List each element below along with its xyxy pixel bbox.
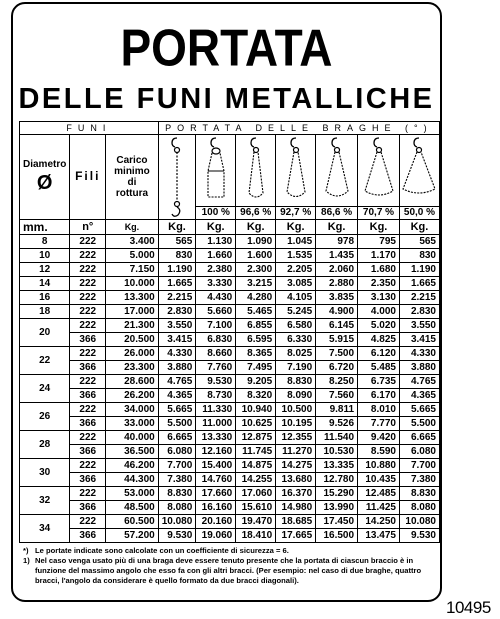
capacity-cell: 9.526 xyxy=(316,417,358,431)
capacity-cell: 6.665 xyxy=(399,431,439,445)
percentage-cell: 70,7 % xyxy=(358,206,400,219)
breaking-load-cell: 57.200 xyxy=(106,529,159,543)
capacity-cell: 9.530 xyxy=(158,529,196,543)
kg-unit: Kg. xyxy=(316,220,358,235)
breaking-load-cell: 46.200 xyxy=(106,459,159,473)
capacity-cell: 16.500 xyxy=(316,529,358,543)
capacity-cell: 6.145 xyxy=(316,319,358,333)
capacity-cell: 5.020 xyxy=(358,319,400,333)
basket-sling-narrow-icon xyxy=(241,135,271,205)
capacity-cell: 3.550 xyxy=(158,319,196,333)
breaking-load-cell: 44.300 xyxy=(106,473,159,487)
table-row xyxy=(20,515,440,529)
wires-cell: 222 xyxy=(70,487,106,501)
table-row xyxy=(20,529,440,543)
capacity-cell: 1.190 xyxy=(399,263,439,277)
diameter-label: Diametro xyxy=(23,159,67,170)
capacity-cell: 4.000 xyxy=(358,305,400,319)
table-row xyxy=(20,249,440,263)
capacity-cell: 8.080 xyxy=(158,501,196,515)
capacity-cell: 18.685 xyxy=(276,515,316,529)
capacity-cell: 1.190 xyxy=(158,263,196,277)
wires-cell: 222 xyxy=(70,403,106,417)
capacity-cell: 18.410 xyxy=(236,529,276,543)
capacity-cell: 2.300 xyxy=(236,263,276,277)
capacity-cell: 10.625 xyxy=(236,417,276,431)
capacity-cell: 11.330 xyxy=(196,403,236,417)
wires-cell: 366 xyxy=(70,501,106,515)
breaking-load-cell: 48.500 xyxy=(106,501,159,515)
percentage-cell: 92,7 % xyxy=(276,206,316,219)
table-row xyxy=(20,277,440,291)
capacity-cell: 4.365 xyxy=(399,389,439,403)
capacity-cell: 8.590 xyxy=(358,445,400,459)
capacity-cell: 17.665 xyxy=(276,529,316,543)
capacity-cell: 4.330 xyxy=(399,347,439,361)
diameter-cell: 8 xyxy=(20,235,70,249)
sling-cell-3 xyxy=(236,135,276,207)
kg-unit: Kg. xyxy=(399,220,439,235)
capacity-cell: 9.530 xyxy=(196,375,236,389)
capacity-cell: 830 xyxy=(158,249,196,263)
diameter-cell: 28 xyxy=(20,431,70,459)
capacity-cell: 2.830 xyxy=(158,305,196,319)
capacity-cell: 5.665 xyxy=(399,403,439,417)
capacity-cell: 3.835 xyxy=(316,291,358,305)
breaking-load-line1: Carico xyxy=(116,155,148,166)
capacity-cell: 13.680 xyxy=(276,473,316,487)
breaking-load-cell: 33.000 xyxy=(106,417,159,431)
wires-cell: 366 xyxy=(70,445,106,459)
wires-unit: n° xyxy=(70,220,106,235)
percentage-cell: 86,6 % xyxy=(316,206,358,219)
unit-row xyxy=(20,220,440,235)
capacity-cell: 3.880 xyxy=(158,361,196,375)
footnote-text: Nel caso venga usato più di una braga deve essere tenuto presente che la portata di ciascun braccio è in funzione del massimo angolo che esso fa con gli altri bracci. (Per esempio: nel caso di due braghe, quattro bracci, l'angolo da considerare è quello formato da due bracci diagonali). xyxy=(35,556,422,585)
breaking-load-cell: 26.000 xyxy=(106,347,159,361)
capacity-cell: 10.080 xyxy=(399,515,439,529)
wires-cell: 222 xyxy=(70,235,106,249)
breaking-load-unit: Kg. xyxy=(106,220,159,235)
capacity-cell: 4.280 xyxy=(236,291,276,305)
wires-cell: 222 xyxy=(70,459,106,473)
capacity-cell: 9.530 xyxy=(399,529,439,543)
capacity-cell: 6.170 xyxy=(358,389,400,403)
capacity-cell: 5.245 xyxy=(276,305,316,319)
capacity-cell: 19.470 xyxy=(236,515,276,529)
wires-cell: 222 xyxy=(70,431,106,445)
wires-cell: 366 xyxy=(70,389,106,403)
sling-cell-5 xyxy=(316,135,358,207)
capacity-cell: 14.275 xyxy=(276,459,316,473)
kg-unit: Kg. xyxy=(236,220,276,235)
diameter-cell: 14 xyxy=(20,277,70,291)
capacity-cell: 7.380 xyxy=(399,473,439,487)
capacity-cell: 4.430 xyxy=(196,291,236,305)
capacity-cell: 8.660 xyxy=(196,347,236,361)
capacity-cell: 13.475 xyxy=(358,529,400,543)
capacity-cell: 2.350 xyxy=(358,277,400,291)
diameter-cell: 22 xyxy=(20,347,70,375)
percentage-cell: 50,0 % xyxy=(399,206,439,219)
icon-header-row xyxy=(20,135,440,207)
basket-sling-icon xyxy=(281,135,311,205)
diameter-cell: 30 xyxy=(20,459,70,487)
capacity-cell: 2.215 xyxy=(158,291,196,305)
capacity-cell: 11.540 xyxy=(316,431,358,445)
capacity-cell: 11.270 xyxy=(276,445,316,459)
capacity-cell: 4.825 xyxy=(358,333,400,347)
breaking-load-cell: 26.200 xyxy=(106,389,159,403)
capacity-cell: 11.425 xyxy=(358,501,400,515)
capacity-cell: 4.765 xyxy=(158,375,196,389)
triangle-sling-icon xyxy=(321,135,353,205)
capacity-cell: 10.500 xyxy=(276,403,316,417)
capacity-cell: 19.060 xyxy=(196,529,236,543)
capacity-cell: 16.370 xyxy=(276,487,316,501)
diameter-cell: 20 xyxy=(20,319,70,347)
capacity-cell: 2.215 xyxy=(399,291,439,305)
capacity-cell: 4.330 xyxy=(158,347,196,361)
capacity-cell: 3.330 xyxy=(196,277,236,291)
capacity-cell: 1.600 xyxy=(236,249,276,263)
wires-label: Fili xyxy=(75,169,101,183)
capacity-cell: 10.195 xyxy=(276,417,316,431)
table-row xyxy=(20,375,440,389)
breaking-load-cell: 13.300 xyxy=(106,291,159,305)
capacity-cell: 13.990 xyxy=(316,501,358,515)
sling-cell-6 xyxy=(358,135,400,207)
single-leg-sling-icon xyxy=(167,135,187,219)
table-row xyxy=(20,347,440,361)
capacity-cell: 7.700 xyxy=(158,459,196,473)
sling-cell-1 xyxy=(158,135,196,220)
capacity-cell: 978 xyxy=(316,235,358,249)
capacity-cell: 14.250 xyxy=(358,515,400,529)
section-portata: PORTATA DELLE BRAGHE (°) xyxy=(158,122,439,135)
page-subtitle: DELLE FUNI METALLICHE xyxy=(18,83,435,115)
capacity-cell: 1.045 xyxy=(276,235,316,249)
capacity-cell: 6.735 xyxy=(358,375,400,389)
breaking-load-line3: di xyxy=(127,177,137,188)
capacity-cell: 2.380 xyxy=(196,263,236,277)
wires-cell: 222 xyxy=(70,249,106,263)
capacity-cell: 17.660 xyxy=(196,487,236,501)
capacity-cell: 5.915 xyxy=(316,333,358,347)
table-row xyxy=(20,459,440,473)
capacity-cell: 10.435 xyxy=(358,473,400,487)
capacity-cell: 565 xyxy=(399,235,439,249)
capacity-cell: 565 xyxy=(158,235,196,249)
diameter-cell: 10 xyxy=(20,249,70,263)
capacity-cell: 11.745 xyxy=(236,445,276,459)
diameter-cell: 12 xyxy=(20,263,70,277)
breaking-load-cell: 36.500 xyxy=(106,445,159,459)
capacity-cell: 1.665 xyxy=(399,277,439,291)
wires-cell: 366 xyxy=(70,529,106,543)
breaking-load-label xyxy=(109,155,155,199)
capacity-cell: 6.080 xyxy=(158,445,196,459)
breaking-load-cell: 28.600 xyxy=(106,375,159,389)
capacity-cell: 1.090 xyxy=(236,235,276,249)
capacity-cell: 12.875 xyxy=(236,431,276,445)
capacity-cell: 1.435 xyxy=(316,249,358,263)
wires-cell: 222 xyxy=(70,263,106,277)
capacity-cell: 10.530 xyxy=(316,445,358,459)
table-row xyxy=(20,417,440,431)
breaking-load-cell: 20.500 xyxy=(106,333,159,347)
wires-cell: 366 xyxy=(70,417,106,431)
capacity-cell: 8.830 xyxy=(276,375,316,389)
capacity-cell: 8.250 xyxy=(316,375,358,389)
capacity-cell: 3.415 xyxy=(399,333,439,347)
load-table-grid xyxy=(19,121,440,543)
choke-loop-sling-icon xyxy=(201,135,231,205)
capacity-cell: 13.335 xyxy=(316,459,358,473)
wires-cell: 222 xyxy=(70,291,106,305)
capacity-cell: 6.330 xyxy=(276,333,316,347)
diameter-cell: 24 xyxy=(20,375,70,403)
kg-unit: Kg. xyxy=(196,220,236,235)
capacity-cell: 14.980 xyxy=(276,501,316,515)
table-row xyxy=(20,445,440,459)
capacity-cell: 5.485 xyxy=(358,361,400,375)
table-row xyxy=(20,263,440,277)
capacity-cell: 2.830 xyxy=(399,305,439,319)
capacity-cell: 7.190 xyxy=(276,361,316,375)
capacity-cell: 6.120 xyxy=(358,347,400,361)
capacity-cell: 3.130 xyxy=(358,291,400,305)
percentage-cell: 100 % xyxy=(196,206,236,219)
kg-unit: Kg. xyxy=(158,220,196,235)
capacity-cell: 3.215 xyxy=(236,277,276,291)
capacity-cell: 20.160 xyxy=(196,515,236,529)
section-funi: FUNI xyxy=(20,122,159,135)
capacity-cell: 8.090 xyxy=(276,389,316,403)
footnote-multiple-slings xyxy=(23,556,433,586)
capacity-cell: 9.420 xyxy=(358,431,400,445)
capacity-cell: 10.080 xyxy=(158,515,196,529)
capacity-cell: 6.080 xyxy=(399,445,439,459)
capacity-cell: 14.875 xyxy=(236,459,276,473)
capacity-cell: 14.255 xyxy=(236,473,276,487)
capacity-cell: 17.450 xyxy=(316,515,358,529)
capacity-cell: 9.811 xyxy=(316,403,358,417)
capacity-cell: 4.105 xyxy=(276,291,316,305)
breaking-load-cell: 40.000 xyxy=(106,431,159,445)
capacity-cell: 7.495 xyxy=(236,361,276,375)
capacity-cell: 17.060 xyxy=(236,487,276,501)
capacity-cell: 15.290 xyxy=(316,487,358,501)
table-row xyxy=(20,403,440,417)
capacity-cell: 7.500 xyxy=(316,347,358,361)
breaking-load-cell: 10.000 xyxy=(106,277,159,291)
capacity-cell: 12.485 xyxy=(358,487,400,501)
capacity-cell: 16.160 xyxy=(196,501,236,515)
capacity-cell: 14.760 xyxy=(196,473,236,487)
capacity-cell: 8.830 xyxy=(399,487,439,501)
breaking-load-cell: 5.000 xyxy=(106,249,159,263)
wires-cell: 366 xyxy=(70,473,106,487)
wires-cell: 222 xyxy=(70,375,106,389)
capacity-cell: 7.560 xyxy=(316,389,358,403)
capacity-cell: 2.880 xyxy=(316,277,358,291)
capacity-cell: 7.760 xyxy=(196,361,236,375)
widest-triangle-sling-icon xyxy=(401,135,437,205)
diameter-cell: 34 xyxy=(20,515,70,543)
load-table xyxy=(19,121,440,543)
capacity-cell: 2.205 xyxy=(276,263,316,277)
capacity-cell: 5.500 xyxy=(158,417,196,431)
breaking-load-cell: 7.150 xyxy=(106,263,159,277)
wires-header xyxy=(70,135,106,220)
capacity-cell: 6.830 xyxy=(196,333,236,347)
footnote-marker: 1) xyxy=(23,556,30,565)
wires-cell: 366 xyxy=(70,361,106,375)
capacity-cell: 6.595 xyxy=(236,333,276,347)
capacity-cell: 15.400 xyxy=(196,459,236,473)
capacity-cell: 1.660 xyxy=(196,249,236,263)
capacity-cell: 5.665 xyxy=(158,403,196,417)
capacity-cell: 6.580 xyxy=(276,319,316,333)
sling-cell-4 xyxy=(276,135,316,207)
footnote-safety xyxy=(23,546,433,556)
kg-unit: Kg. xyxy=(276,220,316,235)
capacity-cell: 4.900 xyxy=(316,305,358,319)
capacity-cell: 15.610 xyxy=(236,501,276,515)
diameter-cell: 16 xyxy=(20,291,70,305)
wide-triangle-sling-icon xyxy=(361,135,397,205)
footnote-marker: *) xyxy=(23,546,29,555)
breaking-load-cell: 17.000 xyxy=(106,305,159,319)
capacity-cell: 4.765 xyxy=(399,375,439,389)
diameter-unit: mm. xyxy=(20,220,70,235)
capacity-cell: 7.770 xyxy=(358,417,400,431)
capacity-cell: 11.000 xyxy=(196,417,236,431)
capacity-cell: 3.415 xyxy=(158,333,196,347)
breaking-load-cell: 60.500 xyxy=(106,515,159,529)
wires-cell: 222 xyxy=(70,319,106,333)
capacity-cell: 9.205 xyxy=(236,375,276,389)
footnotes xyxy=(23,546,433,586)
capacity-cell: 8.365 xyxy=(236,347,276,361)
capacity-cell: 12.780 xyxy=(316,473,358,487)
wires-cell: 222 xyxy=(70,305,106,319)
table-row xyxy=(20,291,440,305)
capacity-cell: 12.355 xyxy=(276,431,316,445)
footnote-text: Le portate indicate sono calcolate con un coefficiente di sicurezza = 6. xyxy=(35,546,289,555)
kg-unit: Kg. xyxy=(358,220,400,235)
capacity-cell: 3.085 xyxy=(276,277,316,291)
capacity-cell: 12.160 xyxy=(196,445,236,459)
wires-cell: 366 xyxy=(70,333,106,347)
capacity-cell: 6.720 xyxy=(316,361,358,375)
table-row xyxy=(20,333,440,347)
capacity-cell: 10.880 xyxy=(358,459,400,473)
capacity-cell: 1.170 xyxy=(358,249,400,263)
capacity-cell: 2.060 xyxy=(316,263,358,277)
section-header-row xyxy=(20,122,440,135)
breaking-load-cell: 53.000 xyxy=(106,487,159,501)
breaking-load-line4: rottura xyxy=(115,188,149,199)
page-title: PORTATA xyxy=(120,18,333,77)
breaking-load-cell: 34.000 xyxy=(106,403,159,417)
breaking-load-header xyxy=(106,135,159,220)
capacity-cell: 13.330 xyxy=(196,431,236,445)
capacity-cell: 795 xyxy=(358,235,400,249)
sling-cell-7 xyxy=(399,135,439,207)
capacity-cell: 8.320 xyxy=(236,389,276,403)
table-row xyxy=(20,473,440,487)
capacity-cell: 8.025 xyxy=(276,347,316,361)
capacity-cell: 8.010 xyxy=(358,403,400,417)
diameter-cell: 18 xyxy=(20,305,70,319)
capacity-cell: 8.730 xyxy=(196,389,236,403)
capacity-cell: 1.535 xyxy=(276,249,316,263)
capacity-cell: 7.700 xyxy=(399,459,439,473)
capacity-cell: 1.680 xyxy=(358,263,400,277)
sling-cell-2 xyxy=(196,135,236,207)
breaking-load-cell: 23.300 xyxy=(106,361,159,375)
breaking-load-cell: 21.300 xyxy=(106,319,159,333)
capacity-cell: 6.665 xyxy=(158,431,196,445)
capacity-cell: 6.855 xyxy=(236,319,276,333)
breaking-load-line2: minimo xyxy=(114,166,150,177)
breaking-load-cell: 3.400 xyxy=(106,235,159,249)
capacity-cell: 3.880 xyxy=(399,361,439,375)
diameter-header xyxy=(20,135,70,220)
sign-panel xyxy=(11,2,442,602)
capacity-cell: 8.080 xyxy=(399,501,439,515)
capacity-cell: 1.665 xyxy=(158,277,196,291)
capacity-cell: 8.830 xyxy=(158,487,196,501)
diameter-cell: 32 xyxy=(20,487,70,515)
capacity-cell: 3.550 xyxy=(399,319,439,333)
table-row xyxy=(20,501,440,515)
wires-cell: 222 xyxy=(70,277,106,291)
product-code: 10495 xyxy=(446,598,491,617)
wires-cell: 222 xyxy=(70,515,106,529)
capacity-cell: 7.380 xyxy=(158,473,196,487)
table-row xyxy=(20,361,440,375)
table-row xyxy=(20,305,440,319)
table-row xyxy=(20,235,440,249)
percentage-cell: 96,6 % xyxy=(236,206,276,219)
diameter-cell: 26 xyxy=(20,403,70,431)
table-row xyxy=(20,389,440,403)
capacity-cell: 10.940 xyxy=(236,403,276,417)
table-row xyxy=(20,319,440,333)
capacity-cell: 1.130 xyxy=(196,235,236,249)
capacity-cell: 5.465 xyxy=(236,305,276,319)
diameter-symbol: Ø xyxy=(36,172,53,194)
table-row xyxy=(20,431,440,445)
capacity-cell: 830 xyxy=(399,249,439,263)
table-row xyxy=(20,487,440,501)
capacity-cell: 5.660 xyxy=(196,305,236,319)
wires-cell: 222 xyxy=(70,347,106,361)
capacity-cell: 4.365 xyxy=(158,389,196,403)
capacity-cell: 5.500 xyxy=(399,417,439,431)
capacity-cell: 7.100 xyxy=(196,319,236,333)
